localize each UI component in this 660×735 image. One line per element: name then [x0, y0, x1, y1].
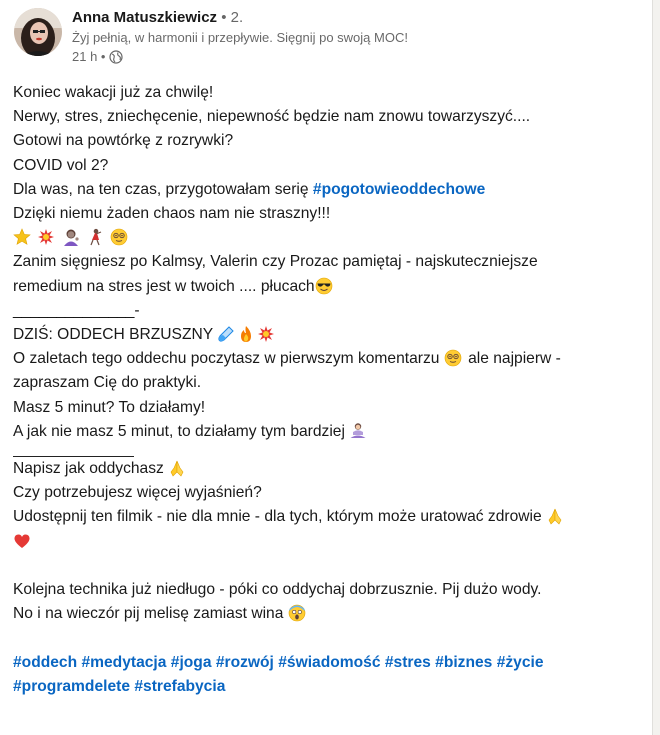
post-line: Gotowi na powtórkę z rozrywki?	[13, 132, 234, 150]
hashtag-link[interactable]: #strefabycia	[134, 677, 226, 695]
post-line-text: DZIŚ: ODDECH BRZUSZNY	[13, 326, 218, 344]
post-line-text: A jak nie masz 5 minut, to działamy tym bardziej	[13, 422, 350, 440]
author-name[interactable]: Anna Matuszkiewicz	[72, 9, 218, 26]
post-line: Zanim sięgniesz po Kalmsy, Valerin czy Prozac pamiętaj - najskuteczniejsze	[13, 253, 538, 271]
face-with-spiral-eyes-emoji	[110, 228, 128, 246]
post-header	[14, 8, 644, 68]
post-line: Dzięki niemu żaden chaos nam nie straszny!!!	[13, 205, 331, 223]
post-line-text: No i na wieczór pij melisę zamiast wina	[13, 605, 288, 623]
folded-hands-emoji	[546, 507, 564, 525]
post-line-text: Dla was, na ten czas, przygotowałam serię	[13, 180, 313, 198]
post-line	[13, 178, 638, 202]
post-line: Czy potrzebujesz więcej wyjaśnień?	[13, 484, 262, 502]
post-line: Koniec wakacji już za chwilę!	[13, 84, 214, 101]
post-line: zapraszam Cię do praktyki.	[13, 374, 202, 392]
smiling-face-with-sunglasses-emoji	[315, 277, 333, 295]
hashtags-row-1	[13, 651, 638, 675]
post-line-text: remedium na stres jest w twoich .... płucach	[13, 277, 315, 295]
post-line: COVID vol 2?	[13, 156, 109, 174]
post-line: Nerwy, stres, zniechęcenie, niepewność będzie nam znowu towarzyszyć....	[13, 108, 531, 126]
hashtag-link[interactable]: #joga	[170, 653, 212, 671]
post-text	[13, 81, 638, 699]
hashtag-link[interactable]: #życie	[496, 653, 544, 671]
hashtag-link[interactable]: #stres	[384, 653, 431, 671]
divider-text: ______________-	[13, 301, 140, 319]
author-tagline: Żyj pełnią, w harmonii i przepływie. Sięgnij po swoją MOC!	[72, 30, 408, 45]
connection-degree: • 2.	[217, 9, 244, 26]
collision-emoji	[257, 325, 275, 343]
woman-dancing-emoji	[86, 228, 104, 246]
post-line-text: Udostępnij ten filmik - nie dla mnie - dla tych, którym może uratować zdrowie	[13, 508, 546, 526]
star-emoji	[13, 228, 31, 246]
author-avatar[interactable]	[14, 8, 62, 56]
post-line	[13, 420, 638, 444]
red-heart-emoji	[13, 532, 31, 550]
hashtag-link[interactable]: #programdelete	[13, 677, 130, 695]
emoji-row	[13, 226, 638, 250]
post-line-text: Napisz jak oddychasz	[13, 460, 169, 478]
hashtag-link[interactable]: #biznes	[435, 653, 493, 671]
face-screaming-in-fear-emoji	[288, 604, 306, 622]
post-timestamp	[72, 48, 644, 66]
blank-line	[13, 626, 638, 650]
globe-icon	[109, 50, 123, 64]
woman-tipping-hand-emoji	[62, 228, 80, 246]
post-line	[13, 347, 638, 371]
fire-emoji	[237, 325, 255, 343]
post-line	[13, 602, 638, 626]
post-line-text: O zaletach tego oddechu poczytasz w pierwszym komentarzu	[13, 350, 444, 368]
post-line	[13, 505, 638, 529]
blank-line	[13, 554, 638, 578]
hashtag-link[interactable]: #medytacja	[81, 653, 167, 671]
hashtag-link[interactable]: #pogotowieoddechowe	[312, 180, 486, 198]
person-in-lotus-position-emoji	[349, 422, 367, 440]
folded-hands-emoji	[168, 459, 186, 477]
hashtags-row-2	[13, 675, 638, 699]
test-tube-emoji	[217, 325, 235, 343]
post-line	[13, 275, 638, 299]
hashtag-link[interactable]: #rozwój	[215, 653, 274, 671]
post-time: 21 h •	[72, 49, 106, 64]
post-line: Kolejna technika już niedługo - póki co oddychaj dobrzusznie. Pij dużo wody.	[13, 581, 542, 599]
post-line-text: ale najpierw -	[463, 350, 561, 368]
post-line	[13, 457, 638, 481]
collision-emoji	[37, 228, 55, 246]
post-line	[13, 323, 638, 347]
hashtag-link[interactable]: #świadomość	[278, 653, 381, 671]
face-with-spiral-eyes-emoji	[444, 349, 462, 367]
post-line: Masz 5 minut? To działamy!	[13, 398, 206, 416]
emoji-row	[13, 530, 638, 554]
author-line	[72, 8, 644, 28]
hashtag-link[interactable]: #oddech	[13, 653, 78, 671]
